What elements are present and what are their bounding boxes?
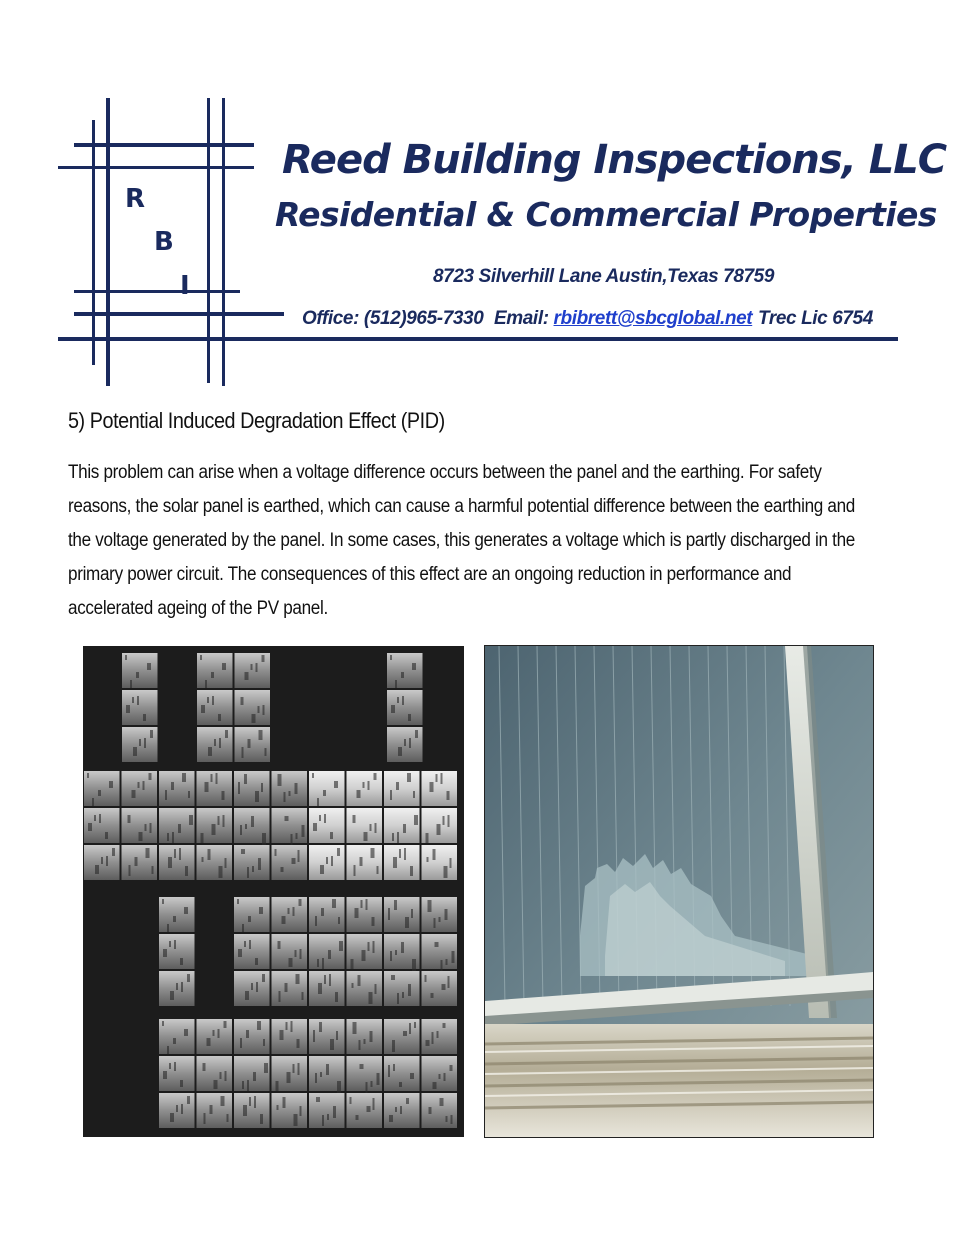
logo-letter-r: R (125, 184, 146, 214)
office-phone: Office: (512)965-7330 (302, 308, 484, 329)
body-line: accelerated ageing of the PV panel. (68, 598, 328, 619)
electroluminescence-panel-array-photo (83, 646, 464, 1137)
company-address: 8723 Silverhill Lane Austin,Texas 78759 (433, 266, 775, 287)
email-link[interactable]: rbibrett@sbcglobal.net (553, 308, 753, 329)
email-line (494, 306, 752, 332)
license-number: Trec Lic 6754 (758, 308, 873, 329)
company-subtitle: Residential & Commercial Properties (275, 195, 937, 234)
body-line: This problem can arise when a voltage difference occurs between the panel and the earthing. For safety (68, 462, 822, 483)
body-line: primary power circuit. The consequences of this effect are an ongoing reduction in performance and (68, 564, 792, 585)
logo-letter-i: I (180, 271, 190, 301)
section-heading: 5) Potential Induced Degradation Effect (PID) (68, 408, 445, 433)
email-label: Email: (494, 308, 549, 329)
pid-panel-closeup-photo (484, 645, 874, 1138)
company-name: Reed Building Inspections, LLC (282, 137, 947, 183)
letterhead (0, 0, 956, 400)
section-body (68, 456, 878, 626)
body-line: the voltage generated by the panel. In some cases, this generates a voltage which is partly discharged in the (68, 530, 855, 551)
logo-letter-b: B (154, 227, 174, 257)
body-line: reasons, the solar panel is earthed, which can cause a harmful potential difference between the earthing and (68, 496, 855, 517)
